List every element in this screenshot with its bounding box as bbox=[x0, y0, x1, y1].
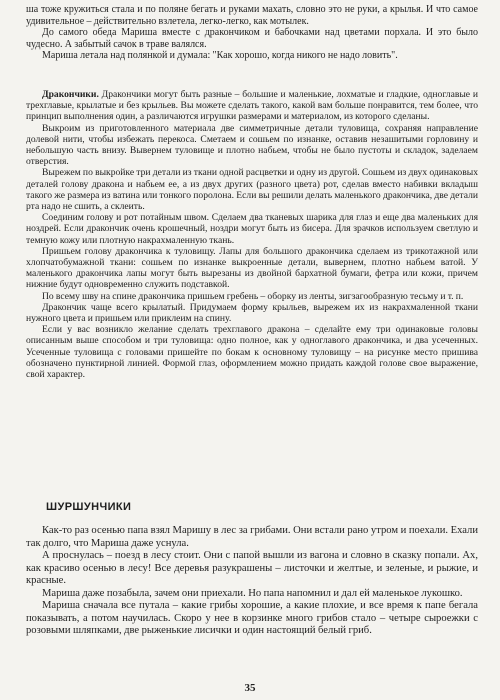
page-number: 35 bbox=[244, 682, 256, 694]
paragraph: Выкроим из приготовленного материала две симметричные детали туловища, сохраняя направление долевой нити, чтобы избежать перекоса. Сметаем и сошьем по изнанке, оставив незашитыми горловину и небольшую часть внизу. Вывернем туловище и плотно набьем, чтобы не было пустоты и складок, заделаем отверстия. bbox=[26, 122, 478, 168]
paragraph: Как-то раз осенью папа взял Маришу в лес за грибами. Они встали рано утром и поехали. Ехали так долго, что Мариша даже уснула. bbox=[26, 525, 478, 549]
paragraph: Вырежем по выкройке три детали из ткани одной расцветки и одну из другой. Сошьем из двух одинаковых деталей голову дракона и набьем ее, а из двух других (разного цвета) рот, сделав вместо набивки вкладыш такого же размера из ватина или тонкого поролона. Если вы решили делать маленького дракончика, две детали рта надо не сшить, а склеить. bbox=[26, 167, 478, 213]
craft-instructions bbox=[26, 89, 478, 380]
paragraph: По всему шву на спине дракончика пришьем гребень – оборку из ленты, зигзагообразную тесьму и т. п. bbox=[42, 290, 464, 302]
story-title: ШУРШУНЧИКИ bbox=[46, 501, 132, 513]
paragraph: До самого обеда Мариша вместе с дракончиком и бабочками над цветами порхала. И это было чудесно. А забытый сачок в траве валялся. bbox=[26, 27, 478, 50]
paragraph: Мариша даже позабыла, зачем они приехали. Но папа напомнил и дал ей маленькое лукошко. bbox=[42, 587, 463, 599]
section-lead: Дракончики. bbox=[42, 89, 99, 100]
paragraph: А проснулась – поезд в лесу стоит. Они с папой вышли из вагона и словно в сказку попали. Ах, как красиво осенью в лесу! Все деревья разукрашены – листочки и желтые, и зеленые, и рыжие, и красные. bbox=[26, 550, 478, 586]
paragraph: Мариша летала над полянкой и думала: "Как хорошо, когда никого не надо ловить". bbox=[42, 50, 398, 62]
story-text bbox=[26, 525, 478, 638]
paragraph bbox=[26, 89, 478, 123]
paragraph: Мариша сначала все путала – какие грибы хорошие, а какие плохие, и все время к папе бегала показывать, а потом научилась. Скоро у нее в корзинке много грибов стало – четыре сыроежки с розовыми шляпками, две рыженькие лисички и один настоящий белый гриб. bbox=[26, 600, 478, 636]
paragraph: ша тоже кружиться стала и по поляне бегать и руками махать, словно это не руки, а крылья. И что самое удивительное – действительно взлетела, легко-легко, как мотылек. bbox=[26, 4, 478, 27]
paragraph: Если у вас возникло желание сделать трехглавого дракона – сделайте ему три одинаковые головы описанным выше способом и три туловища: одно полное, как у одноглавого дракончика, и два усеченных. Усеченные туловища с головами пришейте по бокам к основному туловищу – на рисунке место пришива обозначено пунктирной линией. Формой глаз, оформлением можно придать каждой голове свое выражение, свой характер. bbox=[26, 324, 478, 381]
paragraph-text: Дракончики могут быть разные – большие и маленькие, лохматые и гладкие, одноглавые и трехглавые, крылатые и без крыльев. Вы можете сделать такого, какой вам больше понравится, тем более, что принцип выполнения один, а различаются игрушки размерами и материалом, из которого сделаны. bbox=[26, 89, 478, 123]
intro-text bbox=[26, 4, 478, 62]
paragraph: Пришьем голову дракончика к туловищу. Лапы для большого дракончика сделаем из трикотажной или хлопчатобумажной ткани: сошьем по изнанке выкроенные детали, вывернем, плотно набьем ватой. У маленького дракончика лапы могут быть вырезаны из двойной бархатной бумаги, фетра или кожи, причем нижние будут одновременно служить подставкой. bbox=[26, 245, 478, 291]
paragraph: Соединим голову и рот потайным швом. Сделаем два тканевых шарика для глаз и еще два маленьких для ноздрей. Если дракончик очень крошечный, ноздри могут быть из бисера. Для зрачков используем светлую и темную кожу или плотную накрахмаленную ткань. bbox=[26, 212, 478, 246]
paragraph: Дракончик чаще всего крылатый. Придумаем форму крыльев, вырежем их из накрахмаленной ткани нужного цвета и пришьем или приклеим на спину. bbox=[26, 301, 478, 325]
